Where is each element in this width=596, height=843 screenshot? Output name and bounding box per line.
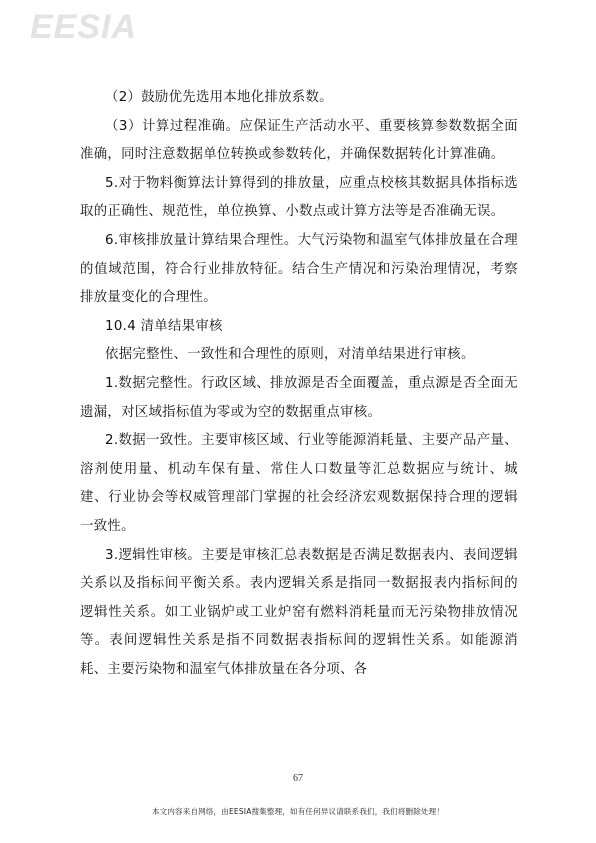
paragraph-2: （3）计算过程准确。应保证生产活动水平、重要核算参数数据全面准确，同时注意数据单位转换或参数转化，并确保数据转化计算准确。 bbox=[80, 118, 518, 163]
paragraph-6: 1.数据完整性。行政区域、排放源是否全面覆盖，重点源是否全面无遗漏，对区域指标值为零或为空的数据重点审核。 bbox=[80, 375, 518, 420]
section-heading: 10.4 清单结果审核 bbox=[105, 318, 223, 334]
eesia-logo: EESIA bbox=[30, 8, 138, 46]
paragraph-1: （2）鼓励优先选用本地化排放系数。 bbox=[105, 90, 333, 105]
paragraph-7: 2.数据一致性。主要审核区域、行业等能源消耗量、主要产品产量、溶剂使用量、机动车保有量、常住人口数量等汇总数据应与统计、城建、行业协会等权威管理部门掌握的社会经济宏观数据保持合理的逻辑一致性。 bbox=[80, 433, 518, 534]
paragraph-4: 6.审核排放量计算结果合理性。大气污染物和温室气体排放量在合理的值域范围，符合行业排放特征。结合生产情况和污染治理情况，考察排放量变化的合理性。 bbox=[80, 232, 518, 306]
paragraph-3: 5.对于物料衡算法计算得到的排放量，应重点校核其数据具体指标选取的正确性、规范性，单位换算、小数点或计算方法等是否准确无误。 bbox=[80, 175, 518, 220]
document-body bbox=[80, 84, 518, 684]
paragraph-5: 依据完整性、一致性和合理性的原则，对清单结果进行审核。 bbox=[105, 347, 475, 363]
paragraph-8: 3.逻辑性审核。主要是审核汇总表数据是否满足数据表内、表间逻辑关系以及指标间平衡关系。表内逻辑关系是指同一数据报表内指标间的逻辑性关系。如工业锅炉或工业炉窑有燃料消耗量而无污染物排放情况等。表间逻辑性关系是指不同数据表指标间的逻辑性关系。如能源消耗、主要污染物和温室气体排放量在各分项、各 bbox=[80, 547, 518, 677]
footer-disclaimer: 本文内容来自网络，由EESIA搜集整理，如有任何异议请联系我们，我们将删除处理！ bbox=[151, 807, 445, 816]
page-number: 67 bbox=[293, 773, 303, 784]
